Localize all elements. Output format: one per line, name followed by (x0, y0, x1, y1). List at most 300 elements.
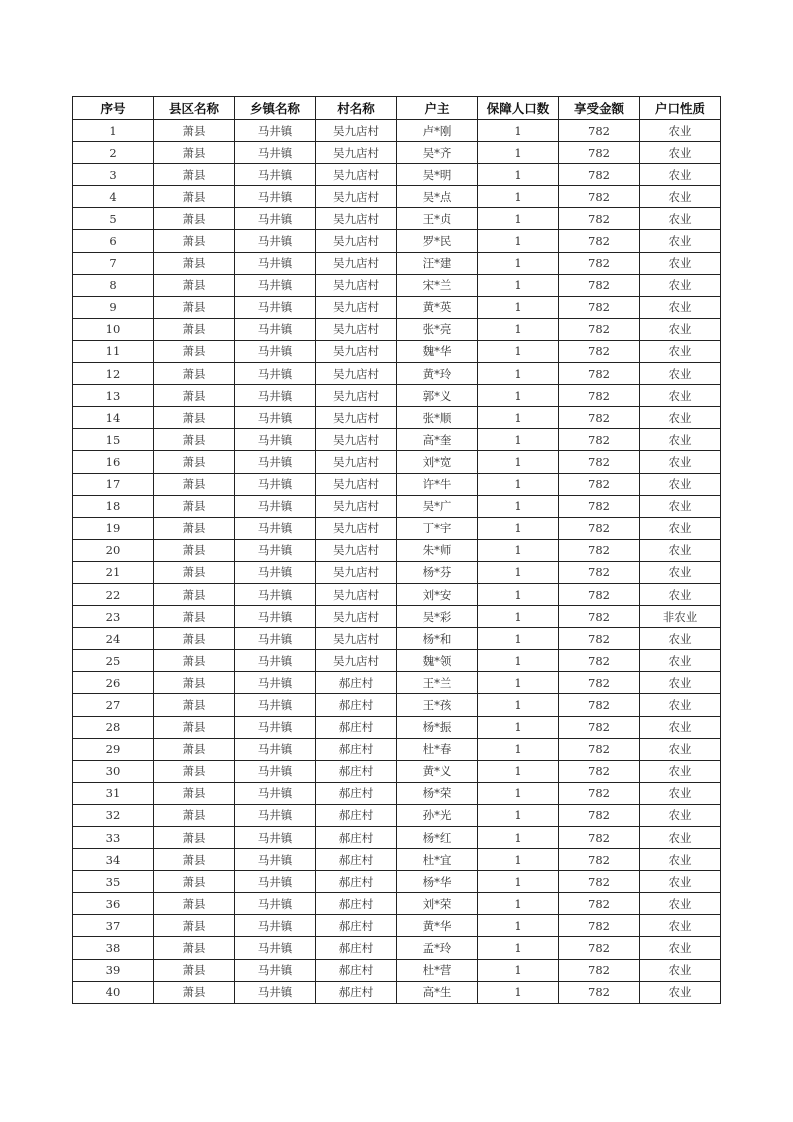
table-row (73, 561, 721, 583)
amount-cell: 782 (559, 959, 640, 981)
household-type-cell: 农业 (640, 208, 721, 230)
serial-number-cell: 9 (73, 296, 154, 318)
amount-cell: 782 (559, 782, 640, 804)
table-row (73, 451, 721, 473)
town-cell: 马井镇 (235, 782, 316, 804)
table-row (73, 937, 721, 959)
table-row (73, 804, 721, 826)
town-cell: 马井镇 (235, 893, 316, 915)
table-row (73, 164, 721, 186)
population-cell: 1 (478, 208, 559, 230)
household-head-cell: 吴*广 (397, 495, 478, 517)
serial-number-cell: 30 (73, 760, 154, 782)
serial-number-cell: 2 (73, 142, 154, 164)
town-cell: 马井镇 (235, 650, 316, 672)
village-cell: 吴九店村 (316, 186, 397, 208)
table-row (73, 363, 721, 385)
household-head-cell: 吴*点 (397, 186, 478, 208)
county-cell: 萧县 (154, 716, 235, 738)
village-cell: 吴九店村 (316, 429, 397, 451)
population-cell: 1 (478, 451, 559, 473)
amount-cell: 782 (559, 186, 640, 208)
village-cell: 吴九店村 (316, 539, 397, 561)
population-cell: 1 (478, 340, 559, 362)
serial-number-cell: 33 (73, 827, 154, 849)
county-cell: 萧县 (154, 495, 235, 517)
village-cell: 吴九店村 (316, 120, 397, 142)
population-cell: 1 (478, 363, 559, 385)
county-cell: 萧县 (154, 164, 235, 186)
population-cell: 1 (478, 915, 559, 937)
serial-number-cell: 24 (73, 628, 154, 650)
household-type-cell: 农业 (640, 517, 721, 539)
town-cell: 马井镇 (235, 628, 316, 650)
household-head-cell: 高*生 (397, 981, 478, 1003)
household-head-cell: 杜*春 (397, 738, 478, 760)
header-serial-number: 序号 (73, 97, 154, 120)
county-cell: 萧县 (154, 142, 235, 164)
county-cell: 萧县 (154, 915, 235, 937)
serial-number-cell: 10 (73, 318, 154, 340)
household-head-cell: 杨*红 (397, 827, 478, 849)
village-cell: 郝庄村 (316, 738, 397, 760)
household-head-cell: 王*贞 (397, 208, 478, 230)
town-cell: 马井镇 (235, 142, 316, 164)
village-cell: 郝庄村 (316, 716, 397, 738)
town-cell: 马井镇 (235, 296, 316, 318)
household-type-cell: 农业 (640, 937, 721, 959)
county-cell: 萧县 (154, 782, 235, 804)
amount-cell: 782 (559, 274, 640, 296)
household-head-cell: 张*亮 (397, 318, 478, 340)
serial-number-cell: 25 (73, 650, 154, 672)
household-head-cell: 孙*光 (397, 804, 478, 826)
household-type-cell: 农业 (640, 407, 721, 429)
village-cell: 吴九店村 (316, 495, 397, 517)
header-household-type: 户口性质 (640, 97, 721, 120)
amount-cell: 782 (559, 473, 640, 495)
county-cell: 萧县 (154, 628, 235, 650)
table-row (73, 274, 721, 296)
county-cell: 萧县 (154, 539, 235, 561)
amount-cell: 782 (559, 363, 640, 385)
household-type-cell: 农业 (640, 782, 721, 804)
household-type-cell: 农业 (640, 804, 721, 826)
table-row (73, 120, 721, 142)
town-cell: 马井镇 (235, 716, 316, 738)
header-benefit-amount: 享受金额 (559, 97, 640, 120)
household-head-cell: 孟*玲 (397, 937, 478, 959)
household-type-cell: 农业 (640, 871, 721, 893)
header-row (73, 97, 721, 120)
table-row (73, 318, 721, 340)
county-cell: 萧县 (154, 738, 235, 760)
serial-number-cell: 28 (73, 716, 154, 738)
serial-number-cell: 27 (73, 694, 154, 716)
household-type-cell: 农业 (640, 915, 721, 937)
town-cell: 马井镇 (235, 606, 316, 628)
table-row (73, 539, 721, 561)
population-cell: 1 (478, 539, 559, 561)
table-row (73, 385, 721, 407)
population-cell: 1 (478, 296, 559, 318)
serial-number-cell: 19 (73, 517, 154, 539)
serial-number-cell: 36 (73, 893, 154, 915)
serial-number-cell: 6 (73, 230, 154, 252)
amount-cell: 782 (559, 451, 640, 473)
household-type-cell: 农业 (640, 230, 721, 252)
amount-cell: 782 (559, 120, 640, 142)
village-cell: 吴九店村 (316, 363, 397, 385)
table-row (73, 981, 721, 1003)
amount-cell: 782 (559, 738, 640, 760)
population-cell: 1 (478, 252, 559, 274)
amount-cell: 782 (559, 849, 640, 871)
table-row (73, 760, 721, 782)
table-row (73, 716, 721, 738)
household-type-cell: 农业 (640, 385, 721, 407)
header-village-name: 村名称 (316, 97, 397, 120)
county-cell: 萧县 (154, 959, 235, 981)
village-cell: 吴九店村 (316, 252, 397, 274)
household-type-cell: 农业 (640, 561, 721, 583)
county-cell: 萧县 (154, 230, 235, 252)
amount-cell: 782 (559, 164, 640, 186)
table-row (73, 473, 721, 495)
population-cell: 1 (478, 849, 559, 871)
household-type-cell: 农业 (640, 738, 721, 760)
village-cell: 郝庄村 (316, 804, 397, 826)
household-type-cell: 非农业 (640, 606, 721, 628)
village-cell: 郝庄村 (316, 782, 397, 804)
county-cell: 萧县 (154, 296, 235, 318)
household-head-cell: 吴*齐 (397, 142, 478, 164)
population-cell: 1 (478, 981, 559, 1003)
household-head-cell: 魏*华 (397, 340, 478, 362)
town-cell: 马井镇 (235, 804, 316, 826)
table-row (73, 959, 721, 981)
county-cell: 萧县 (154, 804, 235, 826)
household-type-cell: 农业 (640, 186, 721, 208)
household-type-cell: 农业 (640, 583, 721, 605)
household-head-cell: 黄*玲 (397, 363, 478, 385)
serial-number-cell: 34 (73, 849, 154, 871)
town-cell: 马井镇 (235, 186, 316, 208)
county-cell: 萧县 (154, 252, 235, 274)
population-cell: 1 (478, 827, 559, 849)
population-cell: 1 (478, 120, 559, 142)
household-head-cell: 杜*营 (397, 959, 478, 981)
household-type-cell: 农业 (640, 142, 721, 164)
table-row (73, 407, 721, 429)
town-cell: 马井镇 (235, 517, 316, 539)
household-type-cell: 农业 (640, 672, 721, 694)
household-type-cell: 农业 (640, 628, 721, 650)
serial-number-cell: 16 (73, 451, 154, 473)
amount-cell: 782 (559, 871, 640, 893)
town-cell: 马井镇 (235, 760, 316, 782)
population-cell: 1 (478, 429, 559, 451)
household-type-cell: 农业 (640, 120, 721, 142)
household-type-cell: 农业 (640, 252, 721, 274)
household-head-cell: 卢*刚 (397, 120, 478, 142)
serial-number-cell: 12 (73, 363, 154, 385)
amount-cell: 782 (559, 672, 640, 694)
village-cell: 郝庄村 (316, 672, 397, 694)
household-type-cell: 农业 (640, 363, 721, 385)
table-row (73, 871, 721, 893)
town-cell: 马井镇 (235, 694, 316, 716)
village-cell: 吴九店村 (316, 274, 397, 296)
household-type-cell: 农业 (640, 959, 721, 981)
population-cell: 1 (478, 871, 559, 893)
household-head-cell: 许*牛 (397, 473, 478, 495)
county-cell: 萧县 (154, 340, 235, 362)
county-cell: 萧县 (154, 186, 235, 208)
amount-cell: 782 (559, 385, 640, 407)
town-cell: 马井镇 (235, 827, 316, 849)
amount-cell: 782 (559, 981, 640, 1003)
table-row (73, 296, 721, 318)
town-cell: 马井镇 (235, 539, 316, 561)
household-head-cell: 杨*芬 (397, 561, 478, 583)
county-cell: 萧县 (154, 937, 235, 959)
household-head-cell: 吴*明 (397, 164, 478, 186)
town-cell: 马井镇 (235, 473, 316, 495)
town-cell: 马井镇 (235, 274, 316, 296)
household-type-cell: 农业 (640, 849, 721, 871)
county-cell: 萧县 (154, 208, 235, 230)
population-cell: 1 (478, 164, 559, 186)
population-cell: 1 (478, 517, 559, 539)
header-town-name: 乡镇名称 (235, 97, 316, 120)
amount-cell: 782 (559, 495, 640, 517)
village-cell: 郝庄村 (316, 871, 397, 893)
serial-number-cell: 4 (73, 186, 154, 208)
population-cell: 1 (478, 628, 559, 650)
population-cell: 1 (478, 318, 559, 340)
town-cell: 马井镇 (235, 318, 316, 340)
amount-cell: 782 (559, 804, 640, 826)
population-cell: 1 (478, 407, 559, 429)
serial-number-cell: 15 (73, 429, 154, 451)
population-cell: 1 (478, 230, 559, 252)
household-type-cell: 农业 (640, 429, 721, 451)
amount-cell: 782 (559, 760, 640, 782)
household-head-cell: 郭*义 (397, 385, 478, 407)
table-row (73, 849, 721, 871)
household-head-cell: 魏*领 (397, 650, 478, 672)
household-type-cell: 农业 (640, 473, 721, 495)
amount-cell: 782 (559, 539, 640, 561)
village-cell: 郝庄村 (316, 694, 397, 716)
header-county-name: 县区名称 (154, 97, 235, 120)
town-cell: 马井镇 (235, 340, 316, 362)
household-head-cell: 刘*荣 (397, 893, 478, 915)
village-cell: 吴九店村 (316, 628, 397, 650)
household-head-cell: 张*顺 (397, 407, 478, 429)
household-type-cell: 农业 (640, 274, 721, 296)
county-cell: 萧县 (154, 451, 235, 473)
amount-cell: 782 (559, 296, 640, 318)
table-row (73, 252, 721, 274)
household-type-cell: 农业 (640, 340, 721, 362)
amount-cell: 782 (559, 252, 640, 274)
serial-number-cell: 13 (73, 385, 154, 407)
amount-cell: 782 (559, 407, 640, 429)
serial-number-cell: 35 (73, 871, 154, 893)
serial-number-cell: 5 (73, 208, 154, 230)
amount-cell: 782 (559, 583, 640, 605)
county-cell: 萧县 (154, 606, 235, 628)
county-cell: 萧县 (154, 517, 235, 539)
village-cell: 吴九店村 (316, 451, 397, 473)
amount-cell: 782 (559, 230, 640, 252)
population-cell: 1 (478, 782, 559, 804)
household-type-cell: 农业 (640, 318, 721, 340)
village-cell: 吴九店村 (316, 583, 397, 605)
serial-number-cell: 22 (73, 583, 154, 605)
household-head-cell: 杨*华 (397, 871, 478, 893)
town-cell: 马井镇 (235, 407, 316, 429)
village-cell: 郝庄村 (316, 827, 397, 849)
household-type-cell: 农业 (640, 296, 721, 318)
amount-cell: 782 (559, 937, 640, 959)
town-cell: 马井镇 (235, 849, 316, 871)
serial-number-cell: 8 (73, 274, 154, 296)
town-cell: 马井镇 (235, 672, 316, 694)
county-cell: 萧县 (154, 385, 235, 407)
population-cell: 1 (478, 738, 559, 760)
table-row (73, 738, 721, 760)
table-row (73, 186, 721, 208)
population-cell: 1 (478, 473, 559, 495)
table-row (73, 142, 721, 164)
amount-cell: 782 (559, 142, 640, 164)
town-cell: 马井镇 (235, 871, 316, 893)
town-cell: 马井镇 (235, 915, 316, 937)
village-cell: 吴九店村 (316, 318, 397, 340)
household-type-cell: 农业 (640, 694, 721, 716)
county-cell: 萧县 (154, 120, 235, 142)
village-cell: 郝庄村 (316, 849, 397, 871)
household-head-cell: 杜*宜 (397, 849, 478, 871)
county-cell: 萧县 (154, 981, 235, 1003)
village-cell: 郝庄村 (316, 959, 397, 981)
county-cell: 萧县 (154, 473, 235, 495)
population-cell: 1 (478, 385, 559, 407)
household-head-cell: 王*兰 (397, 672, 478, 694)
village-cell: 吴九店村 (316, 164, 397, 186)
amount-cell: 782 (559, 340, 640, 362)
amount-cell: 782 (559, 628, 640, 650)
table-row (73, 606, 721, 628)
county-cell: 萧县 (154, 650, 235, 672)
town-cell: 马井镇 (235, 981, 316, 1003)
household-head-cell: 丁*宇 (397, 517, 478, 539)
serial-number-cell: 29 (73, 738, 154, 760)
table-row (73, 672, 721, 694)
village-cell: 郝庄村 (316, 981, 397, 1003)
table-row (73, 583, 721, 605)
serial-number-cell: 32 (73, 804, 154, 826)
table-row (73, 915, 721, 937)
table-row (73, 782, 721, 804)
town-cell: 马井镇 (235, 120, 316, 142)
household-head-cell: 吴*彩 (397, 606, 478, 628)
population-cell: 1 (478, 716, 559, 738)
amount-cell: 782 (559, 606, 640, 628)
county-cell: 萧县 (154, 561, 235, 583)
county-cell: 萧县 (154, 871, 235, 893)
serial-number-cell: 26 (73, 672, 154, 694)
village-cell: 吴九店村 (316, 230, 397, 252)
amount-cell: 782 (559, 915, 640, 937)
county-cell: 萧县 (154, 363, 235, 385)
table-row (73, 495, 721, 517)
village-cell: 吴九店村 (316, 517, 397, 539)
county-cell: 萧县 (154, 672, 235, 694)
village-cell: 吴九店村 (316, 385, 397, 407)
town-cell: 马井镇 (235, 495, 316, 517)
serial-number-cell: 37 (73, 915, 154, 937)
serial-number-cell: 20 (73, 539, 154, 561)
town-cell: 马井镇 (235, 252, 316, 274)
amount-cell: 782 (559, 650, 640, 672)
population-cell: 1 (478, 274, 559, 296)
town-cell: 马井镇 (235, 208, 316, 230)
population-cell: 1 (478, 672, 559, 694)
village-cell: 吴九店村 (316, 142, 397, 164)
table-row (73, 694, 721, 716)
serial-number-cell: 21 (73, 561, 154, 583)
household-type-cell: 农业 (640, 451, 721, 473)
amount-cell: 782 (559, 561, 640, 583)
serial-number-cell: 39 (73, 959, 154, 981)
table-row (73, 827, 721, 849)
serial-number-cell: 23 (73, 606, 154, 628)
town-cell: 马井镇 (235, 451, 316, 473)
serial-number-cell: 1 (73, 120, 154, 142)
table-row (73, 517, 721, 539)
household-head-cell: 黄*义 (397, 760, 478, 782)
town-cell: 马井镇 (235, 959, 316, 981)
population-cell: 1 (478, 495, 559, 517)
household-head-cell: 罗*民 (397, 230, 478, 252)
household-type-cell: 农业 (640, 827, 721, 849)
household-head-cell: 黄*华 (397, 915, 478, 937)
serial-number-cell: 40 (73, 981, 154, 1003)
village-cell: 吴九店村 (316, 208, 397, 230)
table-row (73, 230, 721, 252)
household-type-cell: 农业 (640, 539, 721, 561)
serial-number-cell: 18 (73, 495, 154, 517)
beneficiary-table (72, 96, 721, 1004)
population-cell: 1 (478, 959, 559, 981)
serial-number-cell: 3 (73, 164, 154, 186)
village-cell: 吴九店村 (316, 340, 397, 362)
amount-cell: 782 (559, 429, 640, 451)
household-head-cell: 杨*和 (397, 628, 478, 650)
table-row (73, 429, 721, 451)
household-type-cell: 农业 (640, 716, 721, 738)
table-row (73, 340, 721, 362)
table-row (73, 208, 721, 230)
amount-cell: 782 (559, 208, 640, 230)
county-cell: 萧县 (154, 849, 235, 871)
serial-number-cell: 11 (73, 340, 154, 362)
household-type-cell: 农业 (640, 760, 721, 782)
